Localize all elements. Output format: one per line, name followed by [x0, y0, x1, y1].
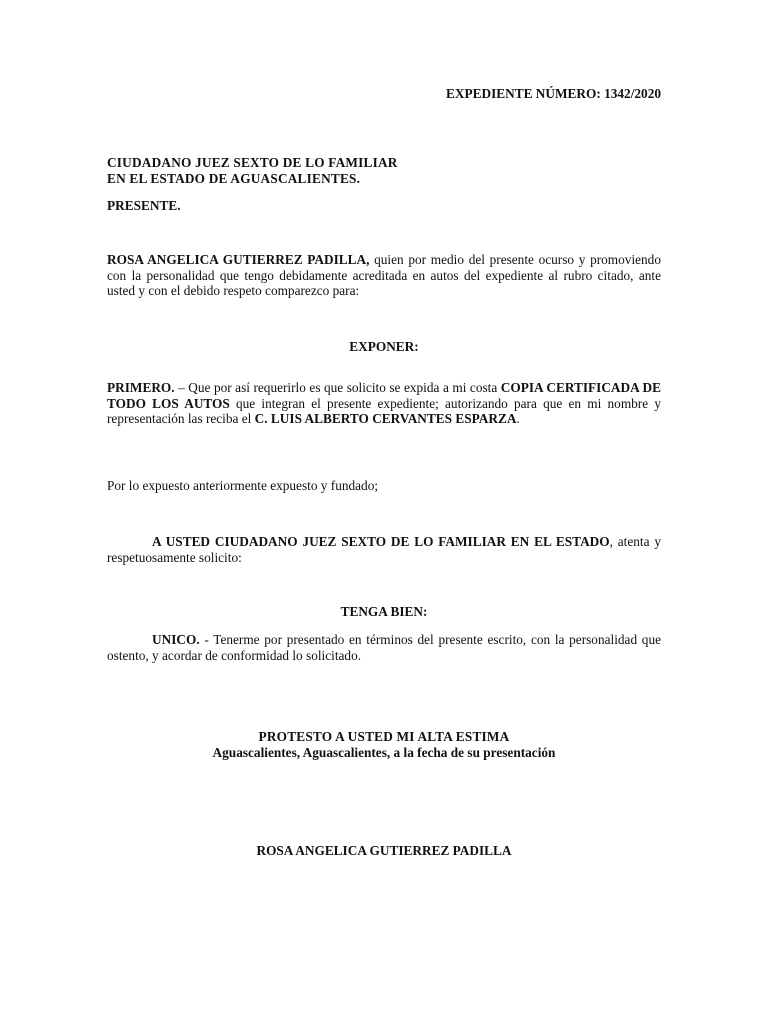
- request-text: atenta y respetuosamente solicito:: [107, 534, 662, 565]
- intro-text: quien por medio del presente ocurso y promoviendo con la personalidad que tengo debidamente acreditada en autos del expediente al rubro citado, ante usted y con el debido respeto comparezco para:: [107, 252, 661, 298]
- signature-name: ROSA ANGELICA GUTIERREZ PADILLA: [256, 843, 512, 858]
- request-bold: A USTED CIUDADANO JUEZ SEXTO DE LO FAMILIAR EN EL ESTADO: [152, 534, 610, 549]
- request-comma: ,: [609, 534, 613, 549]
- intro-paragraph: [107, 252, 661, 299]
- request-paragraph: [107, 534, 661, 565]
- first-point-text-3: .: [516, 411, 520, 426]
- first-point-text-2: que integran el presente expediente; autorizando para que en mi nombre y representación las reciba el: [107, 395, 662, 426]
- protest-block: [107, 729, 661, 760]
- protest-line-1: PROTESTO A USTED MI ALTA ESTIMA: [258, 729, 510, 744]
- petitioner-name: ROSA ANGELICA GUTIERREZ PADILLA,: [107, 252, 370, 267]
- closing-phrase: Por lo expuesto anteriormente expuesto y fundado;: [107, 478, 379, 493]
- section-grant-heading: TENGA BIEN:: [340, 604, 428, 619]
- file-number: EXPEDIENTE NÚMERO: 1342/2020: [446, 86, 661, 101]
- addressee: [107, 155, 661, 186]
- protest-line-2: Aguascalientes, Aguascalientes, a la fecha de su presentación: [212, 744, 556, 760]
- unique-point-label: UNICO.: [152, 632, 200, 647]
- section-expose-heading: EXPONER:: [349, 339, 419, 354]
- first-point-paragraph: [107, 380, 661, 427]
- first-point-bold-1: COPIA CERTIFICADA DE TODO LOS AUTOS: [107, 380, 661, 411]
- first-point-text-1: – Que por así requerirlo es que solicito se expida a mi costa: [174, 380, 501, 395]
- present-label: PRESENTE.: [107, 198, 181, 213]
- first-point-label: PRIMERO.: [107, 380, 175, 395]
- addressee-line-2: EN EL ESTADO DE AGUASCALIENTES.: [107, 170, 361, 186]
- first-point-bold-2: C. LUIS ALBERTO CERVANTES ESPARZA: [254, 411, 517, 426]
- unique-point-paragraph: [107, 632, 661, 663]
- unique-point-text: - Tenerme por presentado en términos del presente escrito, con la personalidad que ostento, y acordar de conformidad lo solicitado.: [107, 632, 661, 663]
- addressee-line-1: CIUDADANO JUEZ SEXTO DE LO FAMILIAR: [107, 155, 398, 170]
